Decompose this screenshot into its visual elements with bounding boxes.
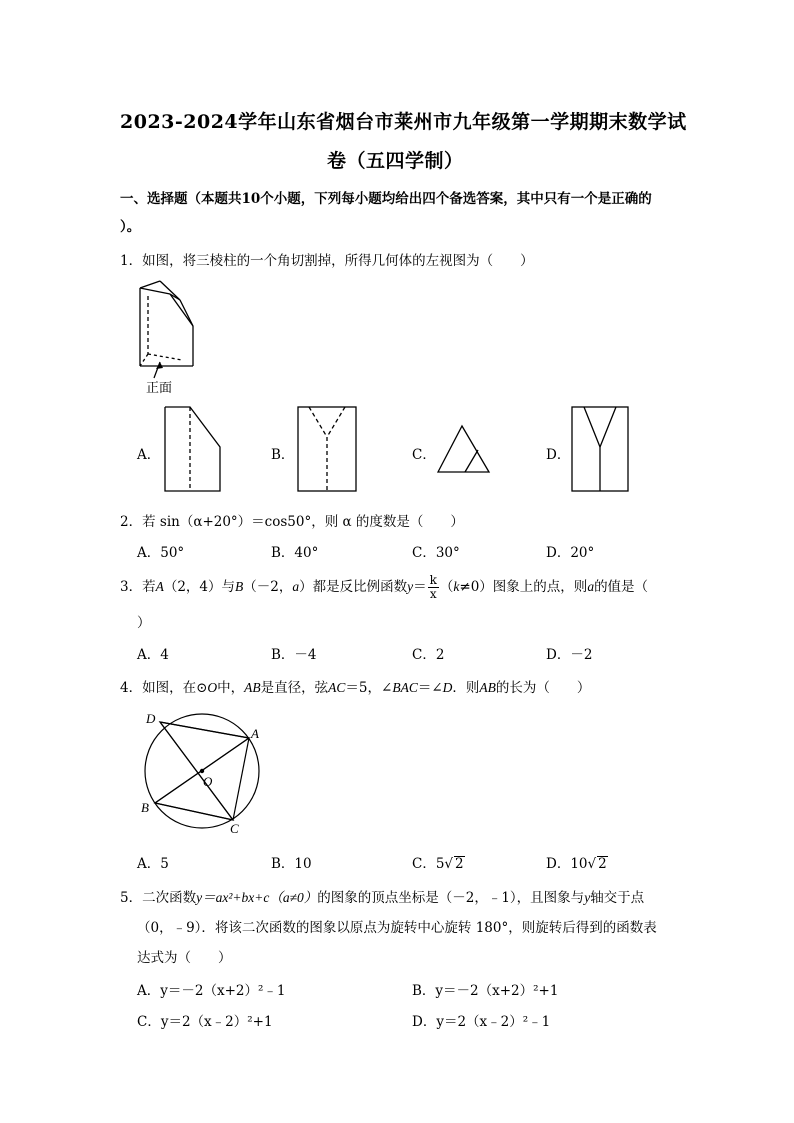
question-number: 3． bbox=[120, 579, 143, 595]
segment-ab: AB bbox=[244, 680, 261, 695]
q1-option-c[interactable]: C． bbox=[412, 447, 436, 463]
q3-option-d[interactable]: D．－2 bbox=[546, 647, 593, 663]
point-b: B bbox=[235, 579, 244, 594]
q5-option-c[interactable]: C．y＝2（x﹣2）²+1 bbox=[137, 1014, 273, 1030]
front-view-label: 正面 bbox=[146, 381, 173, 396]
circle-figure bbox=[135, 707, 265, 837]
label-b: B bbox=[141, 800, 149, 815]
q4-text: ＝∠ bbox=[417, 680, 443, 696]
option-c-figure bbox=[435, 422, 495, 477]
doc-title-line1: 2023-2024学年山东省烟台市莱州市九年级第一学期期末数学试 bbox=[120, 111, 687, 133]
point-a: A bbox=[155, 579, 164, 594]
q2-option-b[interactable]: B．40° bbox=[271, 545, 319, 561]
q3-option-a[interactable]: A．4 bbox=[137, 647, 169, 663]
quadratic-formula: y＝ax²+bx+c（a≠0） bbox=[196, 890, 318, 905]
q5-line-2: （0，﹣9）．将该二次函数的图象以原点为旋转中心旋转 180°，则旋转后得到的函数表 bbox=[137, 920, 657, 936]
segment-ac: AC bbox=[328, 680, 346, 695]
option-label: C．5 bbox=[412, 856, 445, 872]
q3-text: ）都是反比例函数 bbox=[299, 579, 408, 595]
q3-text: （2，4）与 bbox=[163, 579, 236, 595]
q1-option-d[interactable]: D． bbox=[546, 447, 571, 463]
var-y: y bbox=[407, 579, 414, 594]
q3-option-b[interactable]: B．－4 bbox=[271, 647, 317, 663]
option-b-figure bbox=[295, 405, 365, 495]
question-number: 4． bbox=[120, 680, 143, 696]
equals-sign: ＝ bbox=[413, 579, 427, 595]
q5-text: 的图象的顶点坐标是（－2，﹣1），且图象与 bbox=[317, 890, 585, 906]
q3-text: （－2， bbox=[243, 579, 293, 595]
q4-option-d[interactable]: D．10√ 2 bbox=[546, 856, 607, 872]
question-number: 5． bbox=[120, 890, 143, 906]
q3-continuation: ） bbox=[137, 615, 151, 631]
var-a: a bbox=[587, 579, 595, 594]
var-y: y bbox=[584, 890, 591, 905]
label-c: C bbox=[230, 821, 239, 836]
doc-title-line2: 卷（五四学制） bbox=[327, 150, 464, 172]
label-o: O bbox=[203, 774, 213, 789]
q5-option-b[interactable]: B．y＝－2（x+2）²+1 bbox=[412, 983, 559, 999]
q4-option-c[interactable]: C．5√ 2 bbox=[412, 856, 464, 872]
q4-text: ．则 bbox=[452, 680, 480, 696]
label-a: A bbox=[251, 726, 259, 741]
q4-text: 是直径，弦 bbox=[260, 680, 329, 696]
question-text: 若 sin（α+20°）＝cos50°，则 α 的度数是（ ） bbox=[142, 514, 464, 530]
question-number: 2． bbox=[120, 514, 143, 530]
q4-option-b[interactable]: B．10 bbox=[271, 856, 312, 872]
question-2 bbox=[120, 510, 464, 530]
q3-text: 若 bbox=[142, 579, 156, 595]
var-a: a bbox=[292, 579, 300, 594]
q5-line-3: 达式为（ ） bbox=[137, 950, 232, 966]
label-d: D bbox=[146, 711, 156, 726]
question-1 bbox=[120, 249, 534, 269]
option-d-figure bbox=[570, 405, 632, 495]
sqrt-radicand: 2 bbox=[455, 856, 464, 872]
q3-text: （ bbox=[439, 579, 454, 595]
option-a-figure bbox=[160, 405, 230, 495]
fraction-denominator: x bbox=[429, 587, 437, 601]
q1-option-a[interactable]: A． bbox=[137, 447, 161, 463]
question-3 bbox=[120, 574, 648, 601]
q5-option-d[interactable]: D．y＝2（x﹣2）²﹣1 bbox=[412, 1014, 551, 1030]
q4-text: 的长为（ ） bbox=[495, 680, 591, 696]
fraction-numerator: k bbox=[429, 573, 437, 587]
q4-text: ＝5，∠ bbox=[345, 680, 393, 696]
var-k: k bbox=[453, 579, 460, 594]
fraction-k-over-x bbox=[428, 574, 439, 601]
point-o: O bbox=[207, 680, 218, 695]
q3-option-c[interactable]: C．2 bbox=[412, 647, 445, 663]
q3-text: ≠0）图象上的点，则 bbox=[459, 579, 588, 595]
question-5 bbox=[120, 886, 644, 906]
segment-ab: AB bbox=[479, 680, 496, 695]
option-label: D．10 bbox=[546, 856, 588, 872]
q4-option-a[interactable]: A．5 bbox=[137, 856, 169, 872]
section-heading: 一、选择题（本题共10个小题，下列每小题均给出四个备选答案，其中只有一个是正确的 bbox=[120, 191, 652, 207]
question-4 bbox=[120, 676, 590, 696]
angle-d: D bbox=[442, 680, 453, 695]
question-number: 1． bbox=[120, 253, 143, 269]
q4-text: 中， bbox=[217, 680, 245, 696]
angle-bac: BAC bbox=[392, 680, 418, 695]
section-heading-cont: ）。 bbox=[120, 219, 141, 235]
q5-text: 轴交于点 bbox=[590, 890, 645, 906]
q5-option-a[interactable]: A．y＝－2（x+2）²﹣1 bbox=[137, 983, 286, 999]
q1-option-b[interactable]: B． bbox=[271, 447, 295, 463]
q5-text: 二次函数 bbox=[142, 890, 197, 906]
sqrt-radicand: 2 bbox=[598, 856, 607, 872]
q4-text: 如图，在⊙ bbox=[142, 680, 208, 696]
question-text: 如图，将三棱柱的一个角切割掉，所得几何体的左视图为（ ） bbox=[142, 253, 534, 269]
q2-option-d[interactable]: D．20° bbox=[546, 545, 595, 561]
q2-option-a[interactable]: A．50° bbox=[137, 545, 185, 561]
q3-text: 的值是（ bbox=[594, 579, 649, 595]
q2-option-c[interactable]: C．30° bbox=[412, 545, 460, 561]
